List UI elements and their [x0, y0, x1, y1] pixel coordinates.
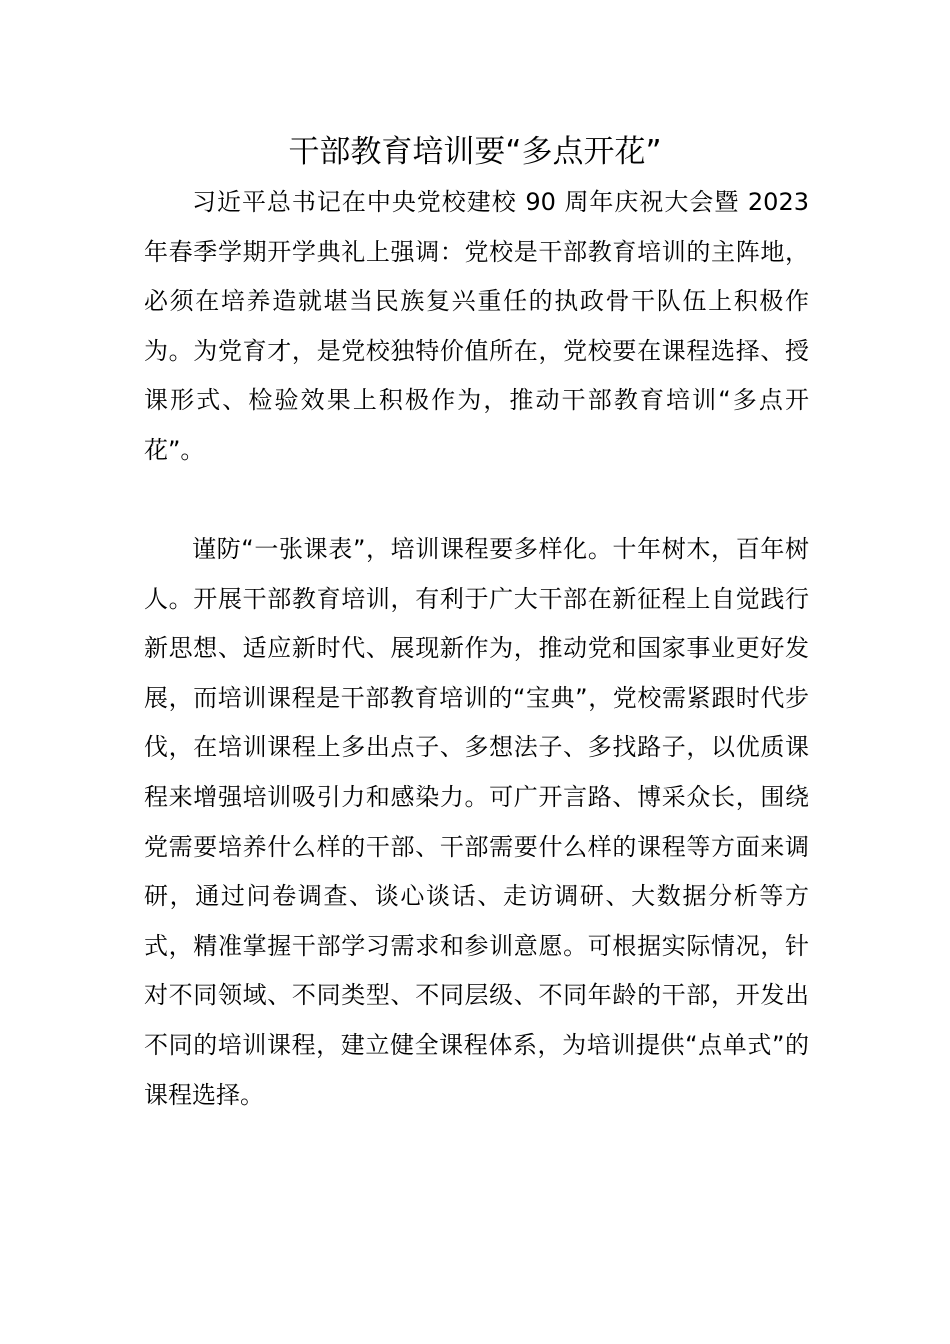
document-title: 干部教育培训要“多点开花”	[288, 134, 662, 170]
body-paragraph-2: 谨防“一张课表”，培训课程要多样化。十年树木，百年树人。开展干部教育培训，有利于广大干部在新征程上自觉践行新思想、适应新时代、展现新作为，推动党和国家事业更好发展，而培训课程是干部教育培训的“宝典”，党校需紧跟时代步伐，在培训课程上多出点子、多想法子、多找路子，以优质课程来增强培训吸引力和感染力。可广开言路、博采众长，围绕党需要培养什么样的干部、干部需要什么样的课程等方面来调研，通过问卷调查、谈心谈话、走访调研、大数据分析等方式，精准掌握干部学习需求和参训意愿。可根据实际情况，针对不同领域、不同类型、不同层级、不同年龄的干部，开发出不同的培训课程，建立健全课程体系，为培训提供“点单式”的课程选择。	[144, 535, 809, 1109]
body-paragraph-1: 习近平总书记在中央党校建校 90 周年庆祝大会暨 2023 年春季学期开学典礼上强调：党校是干部教育培训的主阵地，必须在培养造就堪当民族复兴重任的执政骨干队伍上积极作为。为党育才，是党校独特价值所在，党校要在课程选择、授课形式、检验效果上积极作为，推动干部教育培训“多点开花”。	[144, 188, 809, 464]
